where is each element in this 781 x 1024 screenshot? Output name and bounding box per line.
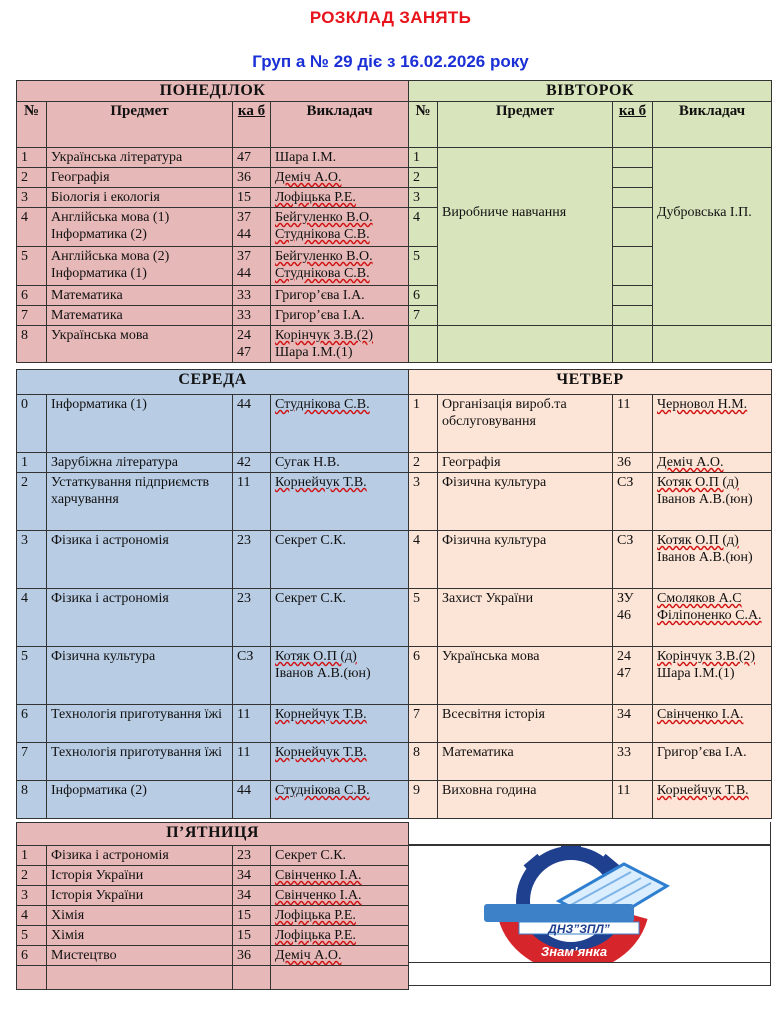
lesson-room: 24 47	[233, 326, 271, 363]
tuesday-num: 6	[409, 286, 438, 306]
lesson-teacher: Корінчук З.В.(2) Шара І.М.(1)	[271, 326, 409, 363]
lesson-number: 6	[17, 946, 47, 966]
lesson-room: 42	[233, 453, 271, 473]
lesson-number: 5	[409, 589, 438, 647]
col-num-header: №	[409, 102, 438, 148]
lesson-teacher: Корнейчук Т.В.	[271, 705, 409, 743]
lesson-teacher: Свінченко І.А.	[271, 866, 409, 886]
lesson-subject: Фізика і астрономія	[47, 531, 233, 589]
lesson-number: 5	[17, 247, 47, 286]
lesson-subject: Фізика і астрономія	[47, 846, 233, 866]
lesson-number: 5	[17, 926, 47, 946]
lesson-teacher: Смоляков А.С Філіпоненко С.А.	[653, 589, 772, 647]
table-row	[17, 326, 409, 363]
lesson-room: 33	[233, 286, 271, 306]
table-row	[17, 705, 409, 743]
lesson-number: 8	[17, 781, 47, 819]
lesson-number: 6	[17, 286, 47, 306]
lesson-room: 11	[233, 473, 271, 531]
lesson-subject: Інформатика (1)	[47, 395, 233, 453]
table-row	[17, 453, 409, 473]
wednesday-table	[16, 369, 409, 819]
lesson-subject: Історія України	[47, 866, 233, 886]
lesson-subject: Географія	[438, 453, 613, 473]
lesson-number: 8	[17, 326, 47, 363]
table-row	[409, 395, 772, 453]
tuesday-empty	[653, 326, 772, 363]
lesson-number: 1	[409, 395, 438, 453]
schedule-subtitle: Груп а № 29 діє з 16.02.2026 року	[252, 52, 529, 71]
table-row	[17, 306, 409, 326]
lesson-teacher: Котяк О.П (д) Іванов А.В.(юн)	[271, 647, 409, 705]
lesson-room: 11	[613, 395, 653, 453]
table-row	[17, 946, 409, 966]
table-row	[17, 188, 409, 208]
lesson-teacher: Григор’єва І.А.	[271, 286, 409, 306]
lesson-number: 3	[17, 531, 47, 589]
table-row	[17, 846, 409, 866]
lesson-teacher: Деміч А.О.	[271, 168, 409, 188]
tuesday-teacher: Дубровська І.П.	[653, 148, 772, 326]
table-row	[17, 148, 409, 168]
lesson-room: ЗУ 46	[613, 589, 653, 647]
table-row	[17, 886, 409, 906]
lesson-teacher: Свінченко І.А.	[653, 705, 772, 743]
lesson-teacher: Шара І.М.	[271, 148, 409, 168]
table-row	[409, 589, 772, 647]
blank-cell	[408, 962, 771, 986]
lesson-subject	[47, 966, 233, 990]
table-row	[17, 473, 409, 531]
lesson-subject: Всесвітня історія	[438, 705, 613, 743]
wednesday-rows	[17, 395, 409, 819]
tuesday-room	[613, 208, 653, 247]
lesson-subject: Українська література	[47, 148, 233, 168]
lesson-subject: Математика	[438, 743, 613, 781]
friday-day-header: П’ЯТНИЦЯ	[17, 823, 409, 846]
thursday-rows	[409, 395, 772, 819]
lesson-number: 6	[17, 705, 47, 743]
tuesday-subject: Виробниче навчання	[438, 148, 613, 326]
lesson-teacher: Студнікова С.В.	[271, 781, 409, 819]
lesson-teacher: Котяк О.П (д) Іванов А.В.(юн)	[653, 531, 772, 589]
col-teacher-header: Викладач	[271, 102, 409, 148]
tuesday-num: 2	[409, 168, 438, 188]
lesson-room: 36	[233, 946, 271, 966]
lesson-subject: Захист України	[438, 589, 613, 647]
lesson-teacher: Деміч А.О.	[653, 453, 772, 473]
tuesday-room	[613, 286, 653, 306]
lesson-subject: Фізика і астрономія	[47, 589, 233, 647]
thursday-day-header: ЧЕТВЕР	[409, 370, 772, 395]
friday-table	[16, 822, 409, 990]
lesson-room: 15	[233, 188, 271, 208]
lesson-teacher: Корінчук З.В.(2) Шара І.М.(1)	[653, 647, 772, 705]
lesson-room: СЗ	[613, 473, 653, 531]
table-row	[409, 781, 772, 819]
table-row	[17, 906, 409, 926]
lesson-number: 9	[409, 781, 438, 819]
wednesday-day-header: СЕРЕДА	[17, 370, 409, 395]
lesson-subject: Технологія приготування їжі	[47, 705, 233, 743]
tuesday-room	[613, 306, 653, 326]
lesson-teacher: Лофіцька Р.Е.	[271, 906, 409, 926]
table-row	[17, 966, 409, 990]
table-row	[17, 208, 409, 247]
lesson-number: 4	[17, 906, 47, 926]
lesson-subject: Українська мова	[47, 326, 233, 363]
lesson-number: 7	[409, 705, 438, 743]
school-logo	[409, 846, 772, 964]
table-row	[409, 473, 772, 531]
table-row	[409, 743, 772, 781]
lesson-teacher: Сугак Н.В.	[271, 453, 409, 473]
lesson-room: 33	[613, 743, 653, 781]
table-row	[409, 647, 772, 705]
lesson-subject: Фізична культура	[47, 647, 233, 705]
lesson-number: 2	[17, 168, 47, 188]
tuesday-room	[613, 247, 653, 286]
tuesday-table	[408, 80, 772, 363]
lesson-room: 44	[233, 395, 271, 453]
table-row	[17, 286, 409, 306]
lesson-teacher: Корнейчук Т.В.	[653, 781, 772, 819]
lesson-room: СЗ	[613, 531, 653, 589]
lesson-number: 2	[17, 866, 47, 886]
table-row	[17, 395, 409, 453]
thursday-table	[408, 369, 772, 819]
banner	[484, 904, 634, 922]
table-row	[409, 531, 772, 589]
lesson-subject: Історія України	[47, 886, 233, 906]
lesson-number: 7	[17, 306, 47, 326]
lesson-room: 11	[233, 743, 271, 781]
table-row	[17, 168, 409, 188]
lesson-room: 15	[233, 926, 271, 946]
lesson-subject: Українська мова	[438, 647, 613, 705]
lesson-number: 3	[17, 188, 47, 208]
lesson-room: 44	[233, 781, 271, 819]
col-num-header: №	[17, 102, 47, 148]
lesson-subject: Організація вироб.та обслуговування	[438, 395, 613, 453]
monday-day-header: ПОНЕДІЛОК	[17, 81, 409, 102]
logo-motto-text: Знам’янка	[540, 944, 608, 959]
lesson-teacher: Григор’єва І.А.	[271, 306, 409, 326]
schedule-title: РОЗКЛАД ЗАНЯТЬ	[309, 8, 472, 27]
lesson-subject: Мистецтво	[47, 946, 233, 966]
lesson-teacher: Корнейчук Т.В.	[271, 743, 409, 781]
lesson-subject: Фізична культура	[438, 473, 613, 531]
tuesday-num: 5	[409, 247, 438, 286]
tuesday-room	[613, 148, 653, 168]
lesson-room: СЗ	[233, 647, 271, 705]
lesson-room: 47	[233, 148, 271, 168]
lesson-teacher: Свінченко І.А.	[271, 886, 409, 906]
lesson-number: 8	[409, 743, 438, 781]
lesson-teacher: Лофіцька Р.Е.	[271, 188, 409, 208]
table-row	[17, 647, 409, 705]
tuesday-room	[613, 326, 653, 363]
lesson-subject: Англійська мова (1) Інформатика (2)	[47, 208, 233, 247]
lesson-room: 11	[233, 705, 271, 743]
logo-cell	[408, 845, 771, 963]
lesson-number: 2	[409, 453, 438, 473]
tuesday-room	[613, 168, 653, 188]
lesson-number: 4	[17, 208, 47, 247]
tuesday-room	[613, 188, 653, 208]
lesson-teacher: Котяк О.П (д) Іванов А.В.(юн)	[653, 473, 772, 531]
lesson-room: 34	[233, 866, 271, 886]
blank-cell	[408, 822, 771, 845]
lesson-room: 23	[233, 589, 271, 647]
lesson-teacher: Черновол Н.М.	[653, 395, 772, 453]
table-row	[17, 743, 409, 781]
lesson-subject: Устаткування підприємств харчування	[47, 473, 233, 531]
lesson-subject: Фізична культура	[438, 531, 613, 589]
tuesday-empty	[438, 326, 613, 363]
lesson-teacher	[271, 966, 409, 990]
logo-name-text: ДНЗ”ЗПЛ”	[548, 922, 610, 936]
col-subject-header: Предмет	[47, 102, 233, 148]
table-row	[17, 866, 409, 886]
lesson-room: 24 47	[613, 647, 653, 705]
col-teacher-header: Викладач	[653, 102, 772, 148]
lesson-number: 4	[409, 531, 438, 589]
tuesday-num	[409, 326, 438, 363]
lesson-number: 1	[17, 846, 47, 866]
lesson-subject: Хімія	[47, 926, 233, 946]
lesson-teacher: Корнейчук Т.В.	[271, 473, 409, 531]
table-row	[17, 589, 409, 647]
lesson-room: 23	[233, 846, 271, 866]
lesson-subject: Зарубіжна література	[47, 453, 233, 473]
lesson-room: 37 44	[233, 208, 271, 247]
lesson-subject: Біологія і екологія	[47, 188, 233, 208]
lesson-subject: Виховна година	[438, 781, 613, 819]
lesson-room: 34	[613, 705, 653, 743]
lesson-subject: Хімія	[47, 906, 233, 926]
friday-rows	[17, 846, 409, 990]
lesson-number: 3	[409, 473, 438, 531]
lesson-subject: Інформатика (2)	[47, 781, 233, 819]
lesson-teacher: Бейгуленко В.О. Студнікова С.В.	[271, 247, 409, 286]
lesson-room: 36	[613, 453, 653, 473]
lesson-number: 1	[17, 148, 47, 168]
tuesday-num: 4	[409, 208, 438, 247]
lesson-room: 23	[233, 531, 271, 589]
lesson-number: 4	[17, 589, 47, 647]
lesson-room: 34	[233, 886, 271, 906]
lesson-subject: Технологія приготування їжі	[47, 743, 233, 781]
lesson-number: 2	[17, 473, 47, 531]
table-row	[17, 531, 409, 589]
table-row	[17, 926, 409, 946]
lesson-subject: Математика	[47, 306, 233, 326]
lesson-room	[233, 966, 271, 990]
table-row	[17, 247, 409, 286]
lesson-teacher: Секрет С.К.	[271, 531, 409, 589]
lesson-room: 15	[233, 906, 271, 926]
lesson-subject: Географія	[47, 168, 233, 188]
tuesday-num: 7	[409, 306, 438, 326]
lesson-teacher: Секрет С.К.	[271, 846, 409, 866]
lesson-number: 1	[17, 453, 47, 473]
lesson-teacher: Бейгуленко В.О. Студнікова С.В.	[271, 208, 409, 247]
lesson-teacher: Деміч А.О.	[271, 946, 409, 966]
monday-rows	[17, 148, 409, 363]
lesson-teacher: Лофіцька Р.Е.	[271, 926, 409, 946]
lesson-number: 3	[17, 886, 47, 906]
table-row	[409, 705, 772, 743]
table-row	[409, 453, 772, 473]
tuesday-day-header: ВІВТОРОК	[409, 81, 772, 102]
lesson-number: 6	[409, 647, 438, 705]
lesson-room: 11	[613, 781, 653, 819]
lesson-number: 7	[17, 743, 47, 781]
col-subject-header: Предмет	[438, 102, 613, 148]
tuesday-num: 1	[409, 148, 438, 168]
col-room-header: ка б	[233, 102, 271, 148]
tuesday-num: 3	[409, 188, 438, 208]
monday-table	[16, 80, 409, 363]
lesson-room: 33	[233, 306, 271, 326]
lesson-teacher: Секрет С.К.	[271, 589, 409, 647]
col-room-header: ка б	[613, 102, 653, 148]
lesson-subject: Англійська мова (2) Інформатика (1)	[47, 247, 233, 286]
lesson-number	[17, 966, 47, 990]
lesson-teacher: Григор’єва І.А.	[653, 743, 772, 781]
lesson-room: 37 44	[233, 247, 271, 286]
lesson-number: 0	[17, 395, 47, 453]
table-row	[17, 781, 409, 819]
lesson-subject: Математика	[47, 286, 233, 306]
lesson-teacher: Студнікова С.В.	[271, 395, 409, 453]
lesson-number: 5	[17, 647, 47, 705]
lesson-room: 36	[233, 168, 271, 188]
